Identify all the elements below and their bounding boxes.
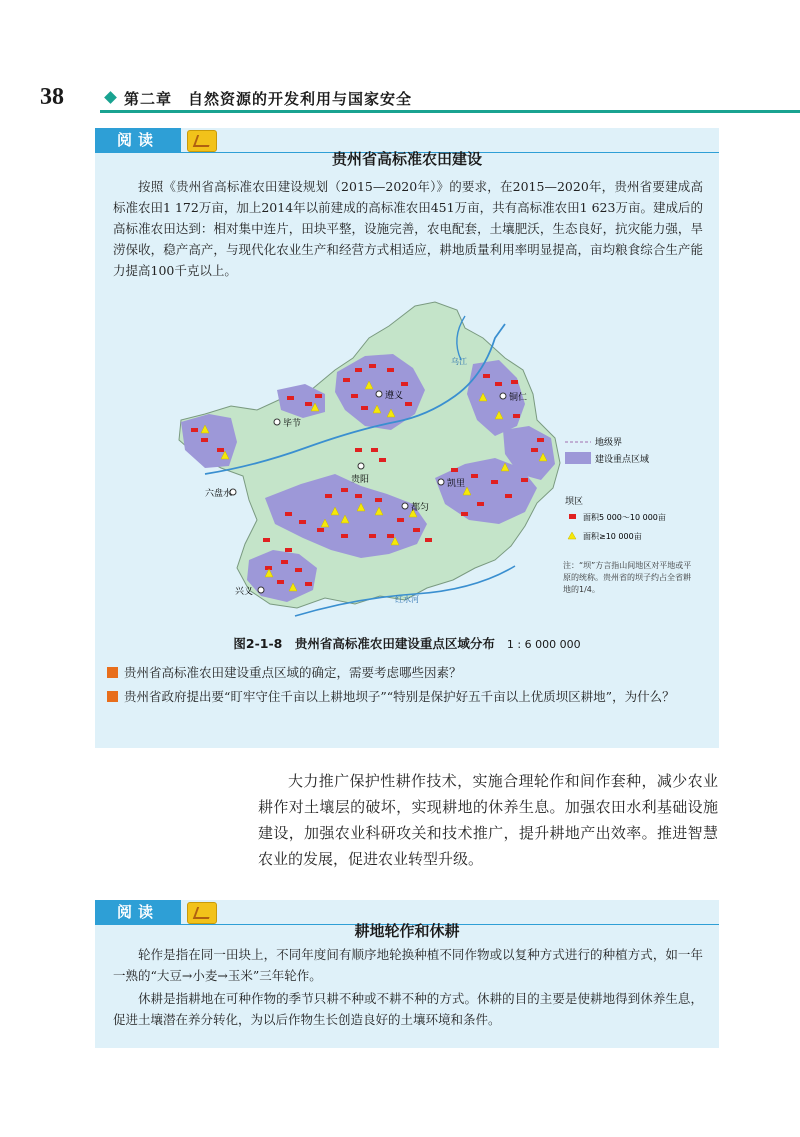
question-square-icon bbox=[107, 691, 118, 702]
city-label: 铜仁 bbox=[509, 393, 528, 403]
map-note: 注：“坝”方言指山间地区对平地或平原的统称。贵州省的坝子约占全省耕地的1/4。 bbox=[563, 561, 692, 594]
reading-title: 贵州省高标准农田建设 bbox=[331, 150, 482, 168]
small-plot-marker bbox=[355, 494, 362, 498]
small-plot-marker bbox=[495, 382, 502, 386]
small-plot-marker bbox=[341, 534, 348, 538]
small-plot-marker bbox=[477, 502, 484, 506]
small-plot-marker bbox=[217, 448, 224, 452]
small-plot-marker bbox=[295, 568, 302, 572]
small-plot-marker bbox=[287, 396, 294, 400]
province-land bbox=[179, 302, 560, 608]
region-bijie bbox=[181, 414, 237, 468]
small-plot-marker bbox=[265, 566, 272, 570]
small-plot-marker bbox=[355, 368, 362, 372]
legend-large: 面积≥10 000亩 bbox=[583, 532, 642, 541]
question-text: 贵州省高标准农田建设重点区域的确定，需要考虑哪些因素？ bbox=[124, 665, 462, 680]
city-liupanshui bbox=[205, 487, 236, 499]
small-plot-marker bbox=[369, 534, 376, 538]
small-plot-marker bbox=[299, 520, 306, 524]
small-plot-marker bbox=[201, 438, 208, 442]
city-label: 凯里 bbox=[447, 479, 466, 489]
small-plot-marker bbox=[521, 478, 528, 482]
reading-tag: 阅读 bbox=[95, 900, 181, 924]
legend-small: 面积5 000～10 000亩 bbox=[583, 513, 666, 522]
small-plot-marker bbox=[511, 380, 518, 384]
map-svg bbox=[165, 298, 705, 628]
small-plot-marker bbox=[277, 580, 284, 584]
small-plot-marker bbox=[387, 368, 394, 372]
small-plot-marker bbox=[451, 468, 458, 472]
small-plot-marker bbox=[371, 448, 378, 452]
guizhou-farmland-map bbox=[165, 298, 705, 628]
small-plot-marker bbox=[351, 394, 358, 398]
small-plot-marker bbox=[191, 428, 198, 432]
small-plot-marker bbox=[361, 406, 368, 410]
small-plot-marker bbox=[413, 528, 420, 532]
body-paragraph: 大力推广保护性耕作技术，实施合理轮作和间作套种，减少农业耕作对土壤层的破坏，实现耕地的休养生息。加强农田水利基础设施建设，加强农业科研攻关和技术推广，提升耕地产出效率。推进智慧农业的发展，促进农业转型升级。 bbox=[258, 772, 718, 868]
small-plot-marker bbox=[355, 448, 362, 452]
fallow-paragraph: 休耕是指耕地在可种作物的季节只耕不种或不耕不种的方式。休耕的目的主要是使耕地得到休养生息，促进土壤潜在养分转化，为以后作物生长创造良好的土壤环境和条件。 bbox=[113, 991, 703, 1027]
city-label: 兴义 bbox=[235, 587, 254, 597]
small-plot-marker bbox=[513, 414, 520, 418]
question-2 bbox=[107, 686, 707, 708]
small-plot-marker bbox=[483, 374, 490, 378]
small-plot-marker bbox=[341, 488, 348, 492]
small-plot-marker bbox=[379, 458, 386, 462]
river-label: 乌江 bbox=[451, 357, 467, 366]
page-header bbox=[0, 84, 800, 114]
small-plot-marker bbox=[317, 528, 324, 532]
small-plot-marker bbox=[285, 512, 292, 516]
map-note-wrap bbox=[563, 560, 697, 616]
small-plot-marker bbox=[305, 582, 312, 586]
small-plot-marker bbox=[263, 538, 270, 542]
small-plot-marker bbox=[315, 394, 322, 398]
caption-text: 图2-1-8 贵州省高标准农田建设重点区域分布 bbox=[233, 636, 495, 651]
header-rule bbox=[100, 110, 800, 113]
city-label: 贵阳 bbox=[351, 475, 370, 485]
question-square-icon bbox=[107, 667, 118, 678]
small-plot-marker bbox=[285, 548, 292, 552]
river-label: 红水河 bbox=[395, 595, 419, 604]
small-plot-marker bbox=[461, 512, 468, 516]
city-label: 遵义 bbox=[385, 391, 404, 401]
legend-boundary: 地级界 bbox=[595, 438, 623, 448]
small-plot-marker bbox=[375, 498, 382, 502]
reading-paragraph: 按照《贵州省高标准农田建设规划（2015—2020年）》的要求，在2015—2020年，贵州省要建成高标准农田1 172万亩，加上2014年以前建成的高标准农田451万亩，共有高标准农田1 623万亩。建成后的高标准农田达到：相对集中连片，田块平整，设施完善，农电配套，土壤肥沃，生态良好，抗灾能力强，旱涝保收，稳产高产，与现代化农业生产和经营方式相适应，耕地质量利用率明显提高，亩均粮食综合生产能力提高100千克以上。 bbox=[113, 179, 703, 278]
city-label: 都匀 bbox=[411, 503, 430, 513]
page-number: 38 bbox=[40, 84, 64, 110]
city-label: 毕节 bbox=[283, 419, 302, 429]
city-label: 六盘水 bbox=[205, 489, 233, 499]
small-plot-marker bbox=[343, 378, 350, 382]
reading-tag: 阅读 bbox=[95, 128, 181, 152]
small-plot-marker bbox=[325, 494, 332, 498]
map-legend bbox=[565, 436, 666, 541]
chapter-title: 第二章 自然资源的开发利用与国家安全 bbox=[124, 90, 413, 108]
small-plot-marker bbox=[425, 538, 432, 542]
small-plot-marker bbox=[281, 560, 288, 564]
caption-scale: 1 : 6 000 000 bbox=[506, 638, 581, 651]
legend-section-title: 坝区 bbox=[565, 497, 584, 507]
chapter-diamond-icon bbox=[104, 91, 117, 104]
small-plot-marker bbox=[405, 402, 412, 406]
small-plot-marker bbox=[401, 382, 408, 386]
question-1 bbox=[107, 662, 707, 684]
small-plot-marker bbox=[369, 364, 376, 368]
small-plot-marker bbox=[397, 518, 404, 522]
rotation-paragraph: 轮作是指在同一田块上，不同年度间有顺序地轮换种植不同作物或以复种方式进行的种植方式，如一年一熟的“大豆→小麦→玉米”三年轮作。 bbox=[113, 947, 703, 983]
small-plot-marker bbox=[387, 534, 394, 538]
question-text: 贵州省政府提出要“盯牢守住千亩以上耕地坝子”“特别是保护好五千亩以上优质坝区耕地”，为什么？ bbox=[124, 689, 675, 704]
small-plot-marker bbox=[537, 438, 544, 442]
reading-box-farmland bbox=[95, 128, 719, 748]
reading-box-rotation bbox=[95, 900, 719, 1048]
legend-region: 建设重点区域 bbox=[595, 455, 650, 465]
small-plot-marker bbox=[491, 480, 498, 484]
reading-title: 耕地轮作和休耕 bbox=[354, 922, 460, 940]
small-plot-marker bbox=[471, 474, 478, 478]
small-plot-marker bbox=[531, 448, 538, 452]
figure-caption bbox=[95, 634, 719, 652]
small-plot-marker bbox=[305, 402, 312, 406]
small-plot-marker bbox=[505, 494, 512, 498]
